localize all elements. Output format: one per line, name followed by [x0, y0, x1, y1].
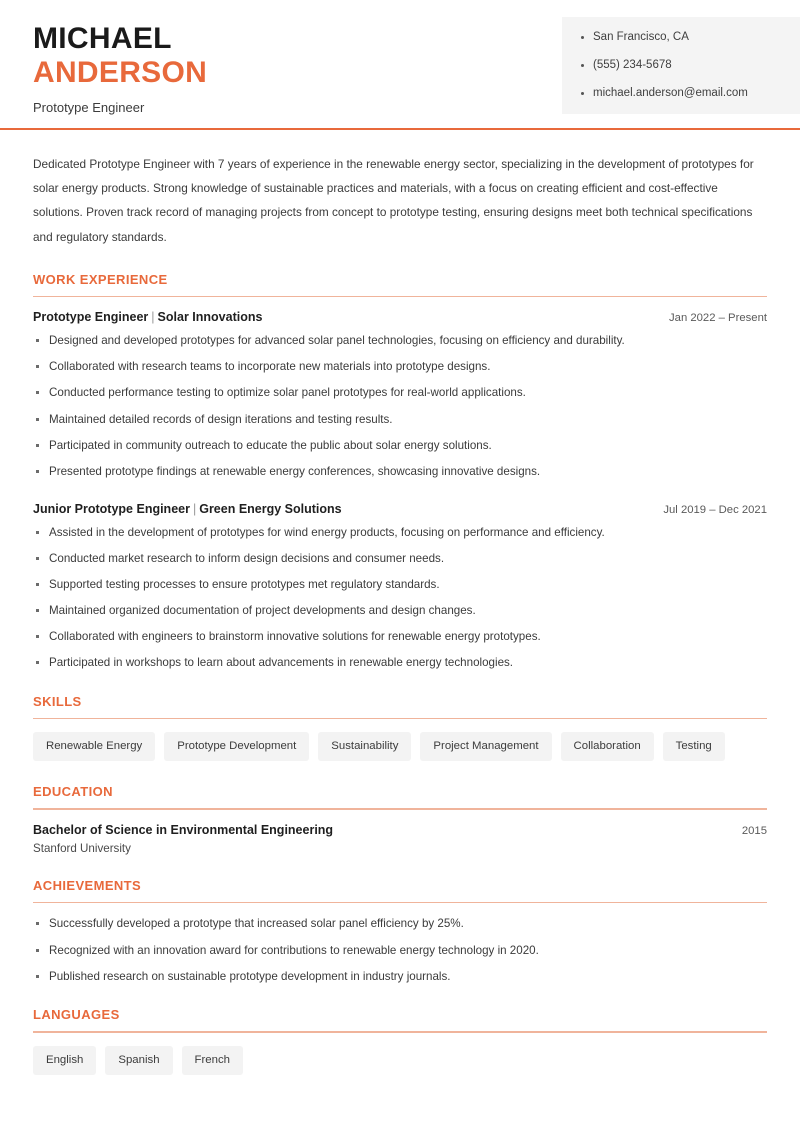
list-item: Recognized with an innovation award for contributions to renewable energy technology in 2020. — [33, 943, 767, 959]
experience-role: Junior Prototype Engineer — [33, 501, 190, 516]
experience-role: Prototype Engineer — [33, 310, 149, 325]
experience-date: Jul 2019 – Dec 2021 — [663, 503, 767, 516]
section-divider — [33, 808, 767, 810]
last-name: ANDERSON — [33, 55, 208, 89]
section-skills — [33, 694, 767, 762]
education-entry-header — [33, 823, 767, 837]
language-chip: Spanish — [105, 1046, 172, 1075]
skill-chip: Prototype Development — [164, 732, 309, 761]
experience-entry — [33, 310, 767, 479]
professional-summary: Dedicated Prototype Engineer with 7 years of experience in the renewable energy sector, specializing in the development of prototypes for solar energy products. Strong knowledge of sustainable practices and materials, with a focus on creating efficient and cost-effective solutions. Proven track record of managing projects from concept to prototype testing, ensuring designs meet both technical specifications and regulatory standards. — [33, 157, 754, 244]
section-divider — [33, 296, 767, 298]
section-divider — [33, 902, 767, 904]
skill-chip: Testing — [663, 732, 725, 761]
experience-company: Solar Innovations — [157, 310, 263, 325]
experience-title-line — [33, 310, 262, 324]
achievements-list — [33, 916, 767, 984]
header-identity — [0, 0, 207, 115]
section-title-skills: SKILLS — [33, 693, 82, 709]
section-title-languages: LANGUAGES — [33, 1007, 120, 1023]
header-divider — [0, 128, 800, 130]
contact-box — [562, 17, 800, 114]
section-education — [33, 784, 767, 855]
section-divider — [33, 718, 767, 720]
list-item: Conducted performance testing to optimize solar panel prototypes for real-world applications. — [33, 385, 767, 401]
experience-entry — [33, 502, 767, 671]
skill-chip: Sustainability — [318, 732, 411, 761]
experience-bullets — [33, 525, 767, 671]
list-item: Collaborated with research teams to incorporate new materials into prototype designs. — [33, 359, 767, 375]
first-name: MICHAEL — [33, 22, 172, 55]
section-work-experience — [33, 272, 767, 671]
list-item: Collaborated with engineers to brainstorm innovative solutions for renewable energy prototypes. — [33, 629, 767, 645]
section-languages — [33, 1007, 767, 1075]
language-chip: French — [182, 1046, 243, 1075]
resume-body — [0, 152, 800, 1075]
title-separator: | — [192, 501, 197, 516]
list-item: Published research on sustainable prototype development in industry journals. — [33, 969, 767, 985]
experience-entry-header — [33, 502, 767, 516]
list-item: Maintained organized documentation of project developments and design changes. — [33, 603, 767, 619]
list-item: Assisted in the development of prototypes for wind energy products, focusing on performance and efficiency. — [33, 525, 767, 541]
experience-bullets — [33, 333, 767, 479]
education-degree: Bachelor of Science in Environmental Engineering — [33, 822, 334, 837]
contact-phone[interactable]: (555) 234-5678 — [580, 59, 784, 73]
section-title-education: EDUCATION — [33, 784, 113, 800]
list-item: Presented prototype findings at renewable energy conferences, showcasing innovative designs. — [33, 464, 767, 480]
education-school: Stanford University — [33, 841, 131, 855]
language-chip: English — [33, 1046, 96, 1075]
languages-chip-list — [33, 1046, 767, 1075]
section-achievements — [33, 878, 767, 984]
job-title: Prototype Engineer — [33, 100, 145, 116]
skill-chip: Collaboration — [561, 732, 654, 761]
skills-chip-list — [33, 732, 767, 761]
list-item: Participated in workshops to learn about advancements in renewable energy technologies. — [33, 655, 767, 671]
list-item: Supported testing processes to ensure prototypes met regulatory standards. — [33, 577, 767, 593]
title-separator: | — [151, 310, 155, 325]
experience-title-line — [33, 502, 342, 516]
contact-location: San Francisco, CA — [580, 31, 784, 45]
experience-date: Jan 2022 – Present — [669, 312, 767, 325]
skill-chip: Renewable Energy — [33, 732, 155, 761]
experience-company: Green Energy Solutions — [199, 501, 342, 516]
section-divider — [33, 1031, 767, 1033]
list-item: Designed and developed prototypes for advanced solar panel technologies, focusing on efficiency and durability. — [33, 333, 767, 349]
education-entry — [33, 823, 767, 855]
list-item: Maintained detailed records of design iterations and testing results. — [33, 412, 767, 428]
list-item: Conducted market research to inform design decisions and consumer needs. — [33, 551, 767, 567]
list-item: Successfully developed a prototype that increased solar panel efficiency by 25%. — [33, 916, 767, 932]
list-item: Participated in community outreach to educate the public about solar energy solutions. — [33, 438, 767, 454]
contact-list — [580, 31, 784, 100]
skill-chip: Project Management — [420, 732, 551, 761]
resume-header — [0, 0, 800, 128]
contact-email[interactable]: michael.anderson@email.com — [580, 87, 784, 101]
section-title-work-experience: WORK EXPERIENCE — [33, 271, 168, 287]
education-year: 2015 — [741, 824, 767, 837]
section-title-achievements: ACHIEVEMENTS — [33, 877, 142, 893]
experience-entry-header — [33, 310, 767, 324]
